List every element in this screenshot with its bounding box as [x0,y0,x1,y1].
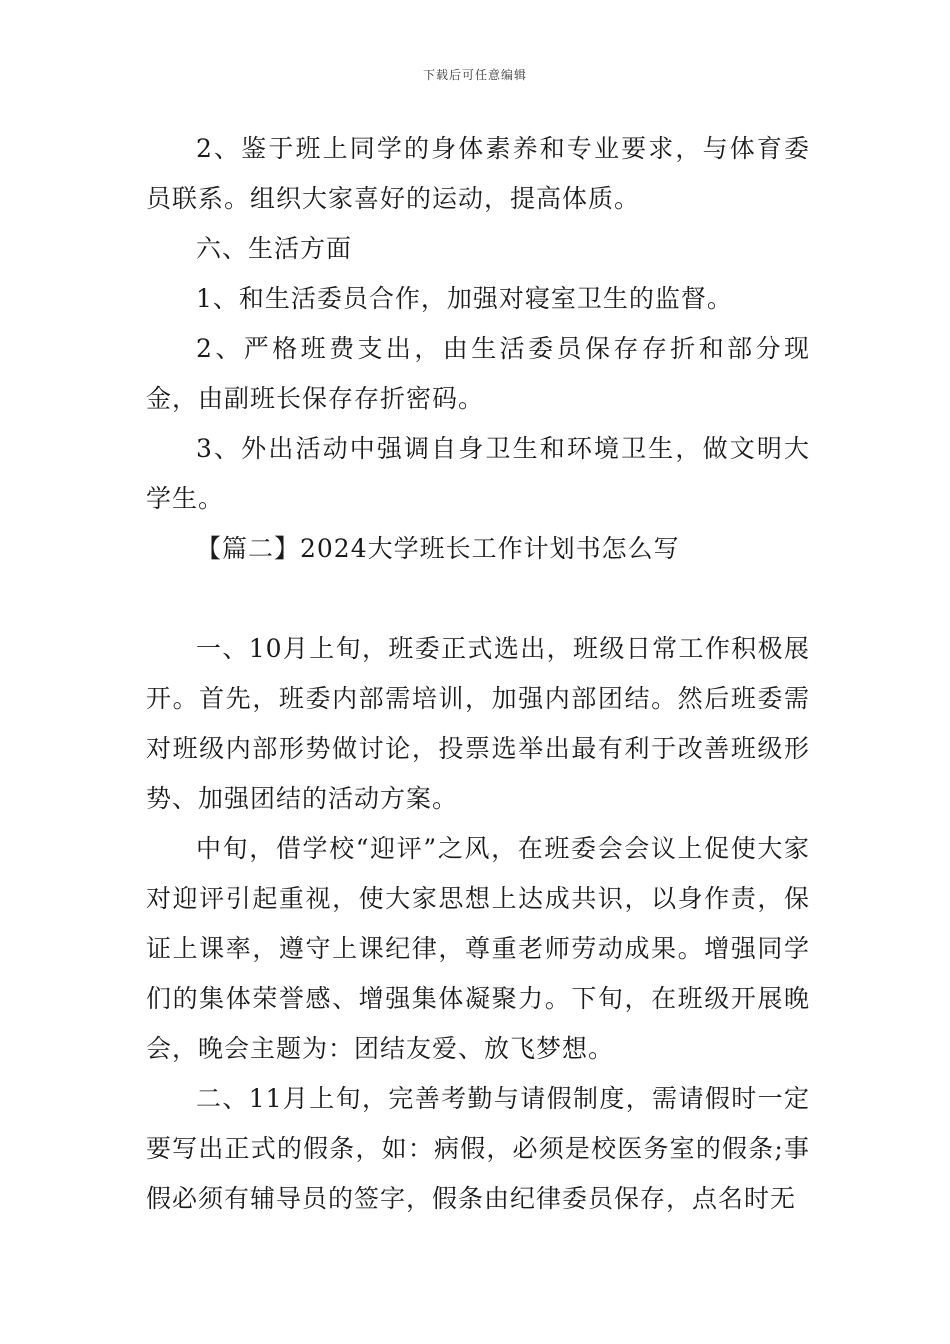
paragraph-class-funds: 2、严格班费支出，由生活委员保存存折和部分现金，由副班长保存存折密码。 [146,334,810,413]
paragraph-november-early: 二、11月上旬，完善考勤与请假制度，需请假时一定要写出正式的假条，如：病假，必须是校医务室的假条;事假必须有辅导员的签字，假条由纪律委员保存，点名时无 [146,1084,810,1213]
header-note: 下载后可任意编辑 [422,68,527,82]
paragraph-october-early: 一、10月上旬，班委正式选出，班级日常工作积极展开。首先，班委内部需培训，加强内部团结。然后班委需对班级内部形势做讨论，投票选举出最有利于改善班级形势、加强团结的活动方案。 [146,634,810,813]
section-heading-life: 六、生活方面 [196,234,353,263]
paragraph-october-mid-late: 中旬，借学校“迎评”之风，在班委会会议上促使大家对迎评引起重视，使大家思想上达成共识，以身作责，保证上课率，遵守上课纪律，尊重老师劳动成果。增强同学们的集体荣誉感、增强集体凝聚力。下旬，在班级开展晚会，晚会主题为：团结友爱、放飞梦想。 [146,834,810,1063]
paragraph-outdoor-hygiene: 3、外出活动中强调自身卫生和环境卫生，做文明大学生。 [146,434,810,513]
document-body [146,124,810,1224]
paragraph-dorm-hygiene: 1、和生活委员合作，加强对寝室卫生的监督。 [196,284,733,313]
article-title-part-two: 【篇二】2024大学班长工作计划书怎么写 [196,534,680,563]
paragraph-sports: 2、鉴于班上同学的身体素养和专业要求，与体育委员联系。组织大家喜好的运动，提高体质。 [146,134,810,213]
blank-line [146,574,810,624]
